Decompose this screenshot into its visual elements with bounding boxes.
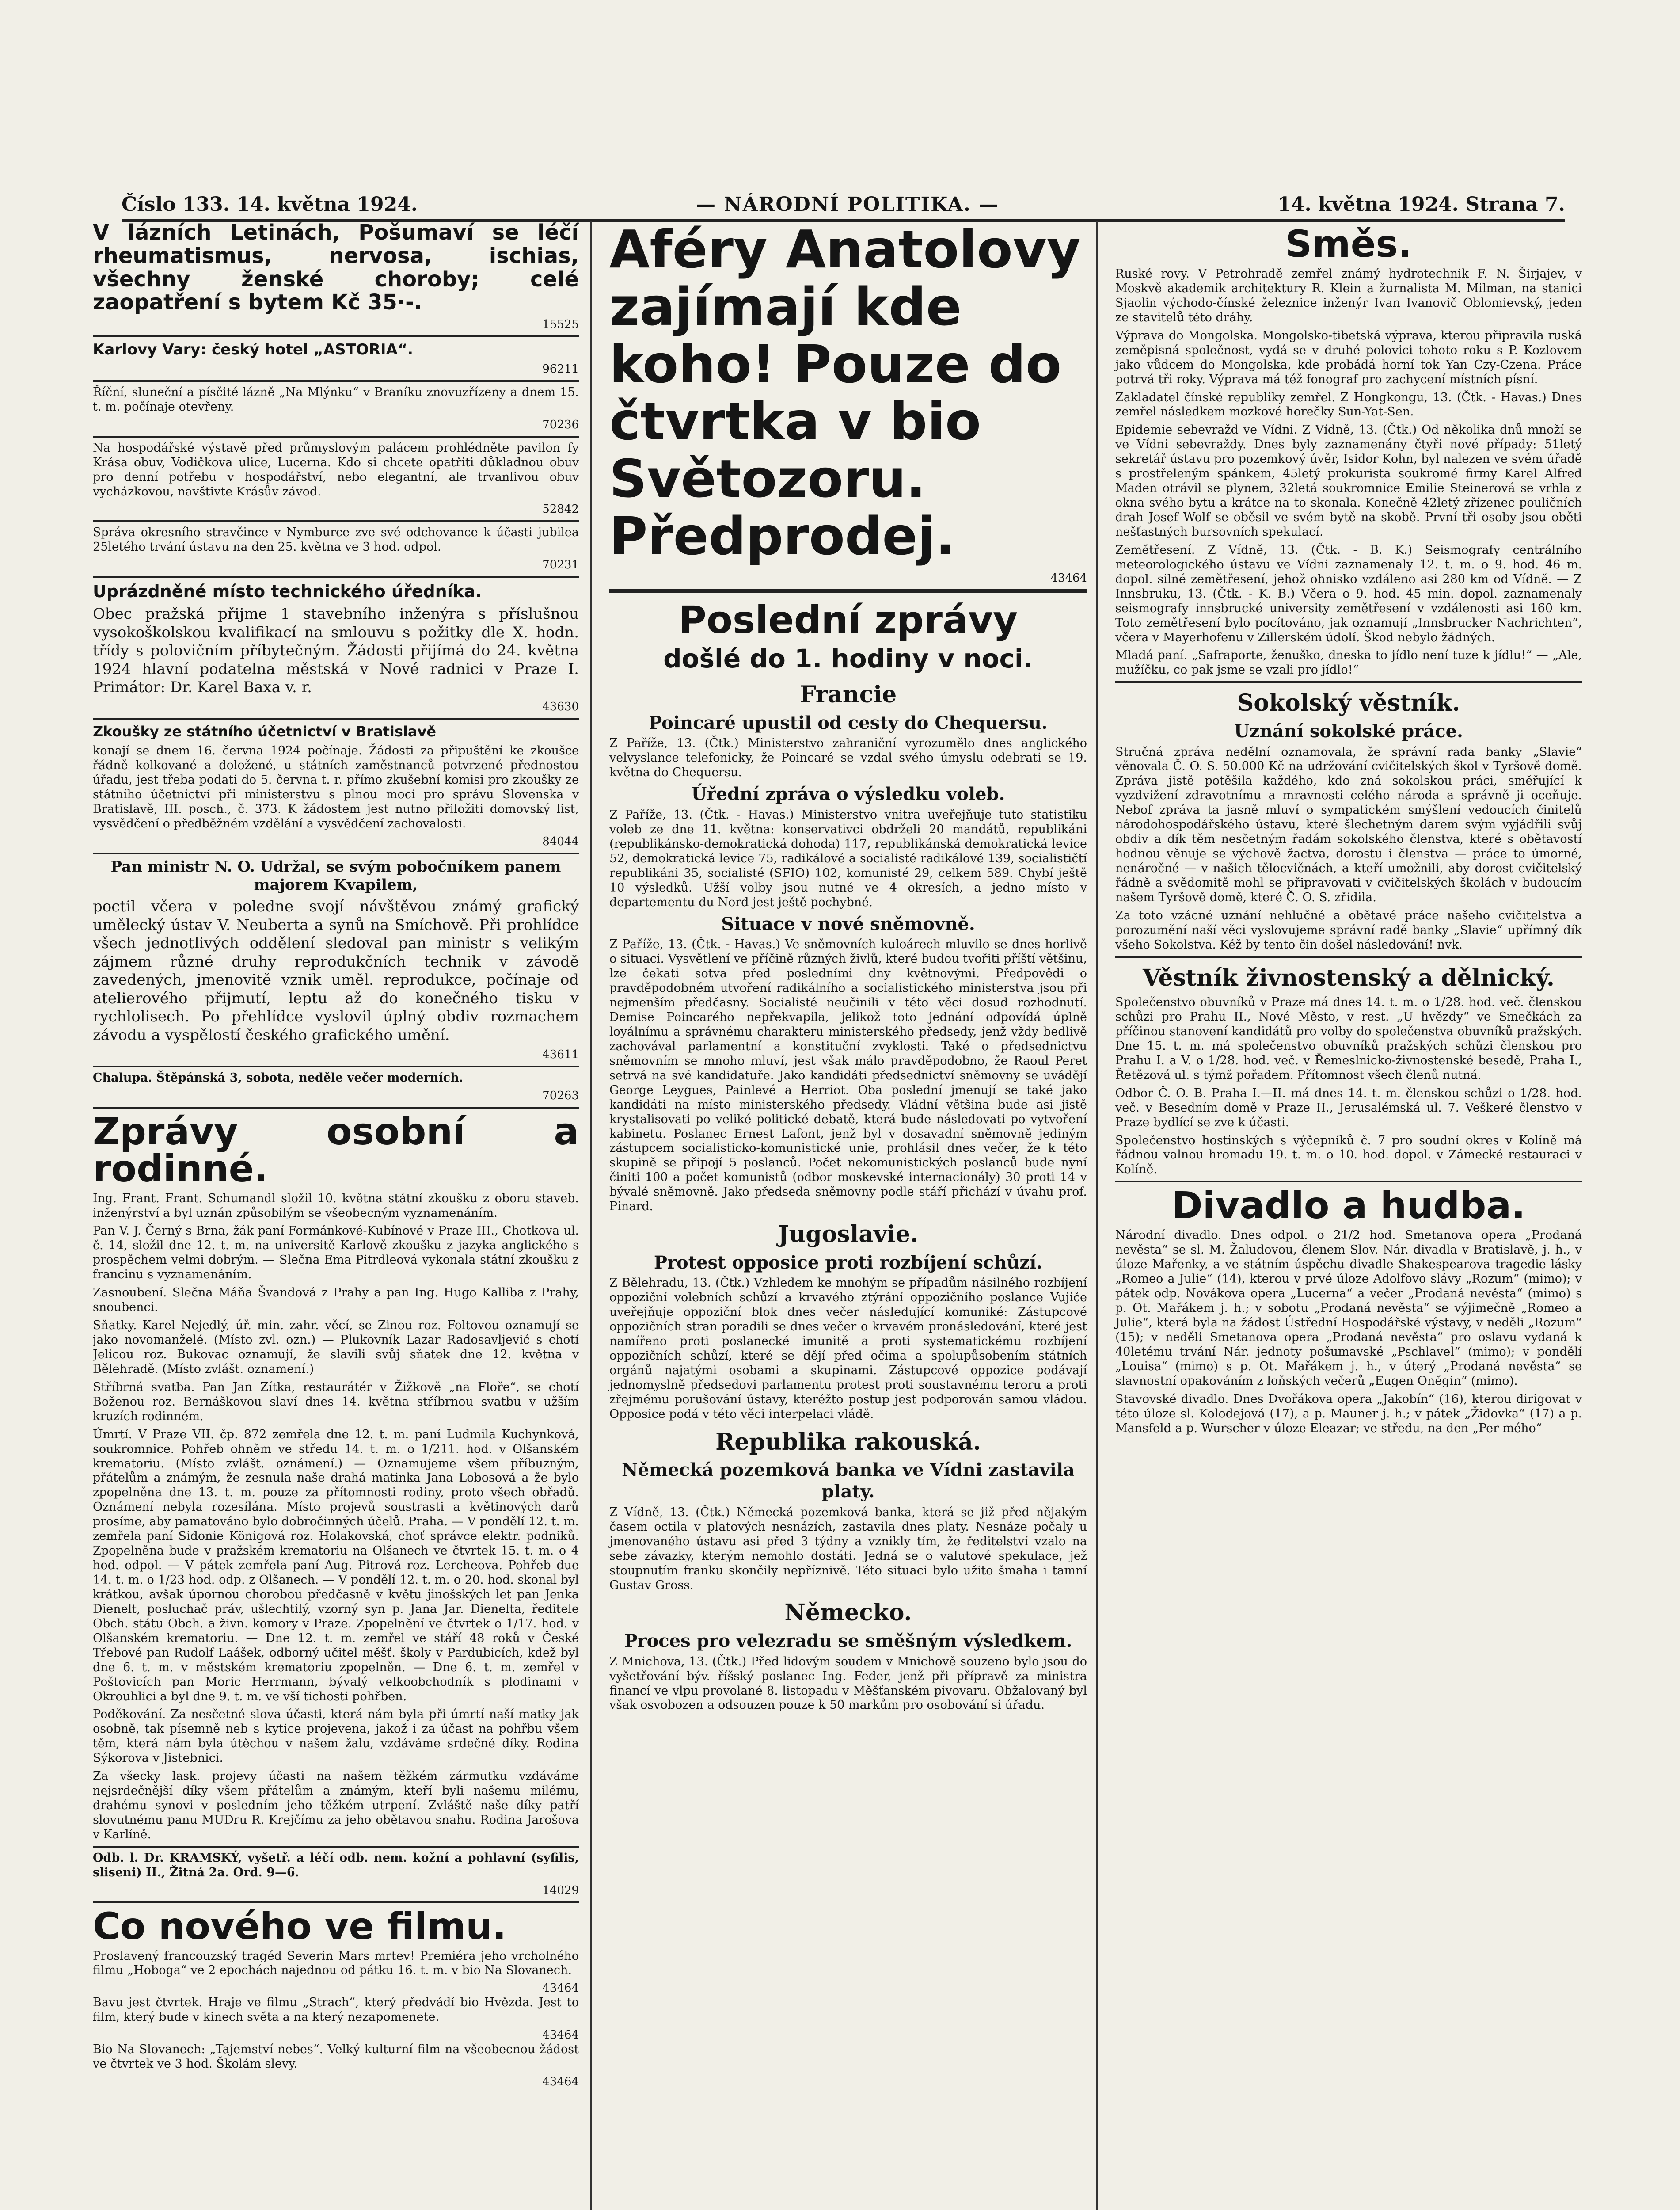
personal-item: Zasnoubení. Slečna Máňa Švandová z Prahy a pan Ing. Hugo Kalliba z Prahy, snoubenci. [93, 1286, 579, 1315]
ad-number: 52842 [542, 503, 579, 516]
ad-kramsky: Odb. l. Dr. KRAMSKÝ, vyšetř. a léčí odb. nem. kožní a pohlavní (syfilis, sliseni) II., Žitná 2a. Ord. 9—6. [93, 1851, 579, 1879]
headline: Situace v nové sněmovně. [721, 913, 975, 934]
theatre-item: Stavovské divadlo. Dnes Dvořákova opera „Jakobín“ (16), kterou dirigovat v této úloze sl. Kolodejová (17), a p. Mauner j. h.; v pátek „Židovka“ (17) a p. Mansfeld a p. Wurscher v úloze Eleazar; ve středu, na den „Per mého“ [1115, 1392, 1582, 1435]
section-austria: Republika rakouská. [715, 1428, 981, 1456]
divider [93, 1846, 579, 1848]
ad-number: 43464 [542, 2028, 579, 2042]
ad-number: 70231 [542, 558, 579, 572]
ad-exam-title: Zkoušky ze státního účetnictví v Bratislavě [93, 723, 437, 740]
divider [93, 380, 579, 382]
article-text: Stručná zpráva nedělní oznamovala, že správní rada banky „Slavie“ věnovala Č. O. S. 50.000 Kč na udržování cvičitelských škol v Tyršově domě. Zpráva jistě potěšila každého, kdo zná sokolskou práci, směřující k vyzdvižení zdravotnímu a mravnosti celého národa a správně ji oceňuje. Nebof zpráva ta jasně mluví o sympatickém smýšlení vedoucích činitelů národohospodářského ústavu, které šlechetným darem svým vyjádřili svůj obdiv a dík těm nesčetným řadám sokolského členstva, které s obětavostí hodnou věnuje se výchově žactva, dorostu i členstva — práce to úmorné, nenáročné — v našich tělocvičnách, a kteří umožnili, aby dorost cvičitelský řádně a svědomitě mohl se připravovati v cvičitelských školách v budoucím našem Tyršově domě, které Č. O. S. zřídila. [1115, 745, 1582, 904]
section-france: Francie [799, 681, 897, 709]
ad-number: 14029 [542, 1883, 579, 1897]
ad-number: 43464 [542, 1981, 579, 1995]
section-miscellany: Směs. [1285, 222, 1412, 266]
section-sokol: Sokolský věstník. [1237, 690, 1460, 717]
trade-item: Společenstvo hostinských s výčepníků č. 7 pro soudní okres v Kolíně má řádnou valnou hromadu 19. t. m. o 10. hod. dopol. v Zámecké restauraci v Kolíně. [1115, 1133, 1582, 1177]
article-text: Z Paříže, 13. (Čtk. - Havas.) Ve sněmovních kuloárech mluvilo se dnes horlivě o situaci. Vysvětlení ve příčině různých živlů, které budou tvořiti příští většinu, lze čekati sotva před posledními dny květnovými. Předpovědi o pravděpodobném utvoření radikálního a socialistického ministerstva jsou při nejmenším předčasny. Socialisté neučinili v této věci dosud rozhodnutí. Demise Poincarého nepřekvapila, jelikož toto jednání odpovídá úplně loyálnímu a správnému charakteru ministerského předsedy, jenž vždy bedlivě zachovával parlamentní a konstituční zvyklosti. Také o předsednictvu sněmovním se mnoho mluví, jest však málo pravděpodobno, že Raoul Peret setrvá na své kandidatuře. Jako kandidáti předsednictví sněmovny se uvádějí George Leygues, Painlevé a Herriot. Oba poslední jmenují se také jako kandidáti na místo ministerského předsedy. Vládní většina bude asi jistě krystalisovati po veliké politické debatě, která bude následovati po vytvoření kabinetu. Poslanec Ernest Lafont, jenž byl v dosavadní sněmovně jediným zástupcem socialisticko-komunistické unie, prohlásil dnes večer, že k této skupině se připojí 5 poslanců. Počet nekomunistických poslanců bude nyní činiti 100 a počet komunistů (odbor moskevské internacionály) 30 proti 14 v bývalé sněmovně. Jako předseda sněmovny podle stáří přichází v úvahu prof. Pinard. [609, 937, 1087, 1214]
headline: Německá pozemková banka ve Vídni zastavila platy. [622, 1459, 1075, 1502]
ad-vacancy-text: Obec pražská přijme 1 stavebního inženýra s příslušnou vysokoškolskou kvalifikací na smlouvu s požitky dle X. hodn. třídy s polovičním příbytečným. Žádosti přijímá do 24. května 1924 hlavní podatelna městská v Nové radnici v Praze I. Primátor: Dr. Karel Baxa v. r. [93, 605, 579, 696]
personal-item: Poděkování. Za nesčetné slova účasti, která nám byla při úmrtí naší matky jak osobně, tak písemně neb s kytice projevena, jakož i za účast na pohřbu všem těm, která nám byla útěchou v našem žalu, vzdáváme srdečné díky. Rodina Sýkorova v Jistebnici. [93, 1707, 579, 1765]
ad-number: 70236 [542, 418, 579, 431]
divider [93, 1107, 579, 1109]
page-header [122, 185, 1565, 222]
ad-letiny: V lázních Letinách, Pošumaví se léčí rheumatismus, nervosa, ischias, všechny ženské choroby; celé zaopatření s bytem Kč 35·-. [93, 221, 579, 315]
ad-number: 84044 [542, 834, 579, 848]
ad-number: 43611 [542, 1048, 579, 1062]
header-right: 14. května 1924. Strana 7. [1277, 193, 1565, 216]
divider [609, 589, 1087, 593]
film-item: Bio Na Slovanech: „Tajemství nebes“. Velký kulturní film na všeobecnou žádost ve čtvrtek ve 3 hod. Školám slevy. [93, 2042, 579, 2071]
ad-number: 43464 [1050, 571, 1087, 585]
personal-item: Pan V. J. Černý s Brna, žák paní Formánkové-Kubínové v Praze III., Chotkova ul. č. 14, složil dne 12. t. m. na universitě Karlově zkoušku z jazyka anglického s prospěchem velmi dobrým. — Slečna Ema Pitrdleová vykonala státní zkoušku z francinu s vyznamenáním. [93, 1224, 579, 1282]
ad-brank-baths: Říční, sluneční a písčité lázně „Na Mlýnku“ v Braníku znovuzřízeny a dnem 15. t. m. počínaje otevřeny. [93, 385, 579, 414]
film-item: Proslavený francouzský tragéd Severin Mars mrtev! Premiéra jeho vrcholného filmu „Hoboga“ ve 2 epochách najednou od pátku 16. t. m. v bio Na Slovanech. [93, 1949, 579, 1978]
ad-number: 96211 [542, 362, 579, 376]
film-item: Bavu jest čtvrtek. Hraje ve filmu „Strach“, který předvádí bio Hvězda. Jest to film, který bude v kinech světa a na který nezapomenete. [93, 1996, 579, 2024]
headline: Úřední zpráva o výsledku voleb. [691, 784, 1005, 805]
masthead: — NÁRODNÍ POLITIKA. — [696, 193, 1000, 216]
latest-news-title: Poslední zprávy [678, 598, 1018, 642]
trade-item: Odbor Č. O. B. Praha I.—II. má dnes 14. t. m. členskou schůzi o 1/28. hod. več. v Besedním domě v Praze II., Jerusalémská ul. 7. Veškeré členstvo v Praze bydlící se zve k účasti. [1115, 1086, 1582, 1129]
article-text: Z Paříže, 13. (Čtk.) Ministerstvo zahraniční vyrozumělo dnes anglického velvyslance telefonicky, že Poincaré se vzdal svého úmyslu odebrati se 19. května do Chequersu. [609, 736, 1087, 780]
section-film: Co nového ve filmu. [93, 1904, 506, 1948]
divider [93, 520, 579, 522]
header-left: Číslo 133. 14. května 1924. [122, 193, 418, 216]
personal-item: Stříbrná svatba. Pan Jan Zítka, restaurátér v Žižkově „na Floře“, se chotí Boženou roz. Bernáškovou slaví dnes 14. května stříbrnou svatbu v užším kruzích rodinném. [93, 1380, 579, 1423]
divider [93, 1901, 579, 1903]
divider [93, 1066, 579, 1067]
divider [1115, 956, 1582, 958]
divider [93, 718, 579, 720]
personal-item: Úmrtí. V Praze VII. čp. 872 zemřela dne 12. t. m. paní Ludmila Kuchynková, soukromnice. Pohřeb ohněm ve středu 14. t. m. o 1/211. hod. v Olšanském krematoriu. (Místo zvlášt. oznámení.) — Oznamujeme všem příbuzným, přátelům a známým, že zesnula naše drahá matinka Jana Lobosová a že bylo zpopelněna dne 13. t. m. pouze za přítomnosti rodiny, proto všech obřadů. Oznámení nebyla rozesílána. Místo projevů soustrasti a květinových darů prosíme, aby pamatováno bylo dobročinných účelů. Praha. — V pondělí 12. t. m. zemřela paní Sidonie Königová roz. Holakovská, choť správce elektr. podniků. Zpopelněna bude v pražském krematoriu na Olšanech ve čtvrtek 15. t. m. o 4 hod. odpol. — V pátek zemřela paní Aug. Pitrová roz. Lercheova. Pohřeb due 14. t. m. o 1/23 hod. odp. z Olšanech. — V pondělí 12. t. m. o 20. hod. skonal byl krátkou, avšak úpornou chorobou předčasně v květu jinošských let pan Jenka Dienelt, posluchač práv, ušlechtilý, vzorný syn p. Jana Jar. Dienelta, ředitele Obch. státu Obch. a živn. komory v Praze. Zpopelnění ve čtvrtek o 1/17. hod. v Olšanském krematoriu. — Dne 12. t. m. zemřel ve stáří 48 roků v České Třebové pan Rudolf Laášek, odborný učitel měšť. školy v Pardubicích, kdež byl dne 6. t. m. v městském krematoriu zpopelněn. — Dne 6. t. m. zemřel v Poštovicích pan Moric Herrmann, bývalý velkoobchodník s plodinami v Okrouhlici a byl dne 9. t. m. ve vší tichosti pohřben. [93, 1427, 579, 1703]
ad-karlovy-vary: Karlovy Vary: český hotel „ASTORIA“. [93, 340, 414, 358]
divider [1115, 681, 1582, 683]
article-text: Z Paříže, 13. (Čtk. - Havas.) Ministerstvo vnitra uveřejňuje tuto statistiku voleb ze dne 11. května: konservativci obdrželi 20 mandátů, republikáni (republikánsko-demokratická dohoda) 117, republikánská demokratická levice 52, demokratická levice 75, radikálové a socialisté radikálové 139, socialističtí republikáni 35, socialisté (SFIO) 102, komunisté 29, celkem 589. Chybí ještě 10 výsledků. Užší volby jsou nutné ve 4 okresích, a jedno místo v departementu du Nord jest ještě pochybné. [609, 808, 1087, 909]
ad-number: 43464 [542, 2075, 579, 2088]
article-minister-text: poctil včera v poledne svojí návštěvou známý grafický umělecký ústav V. Neuberta a synů na Smíchově. Při prohlídce všech jednotlivých oddělení sledoval pan ministr s velikým zájmem různé druhy reprodukčních technik v závodě zavedených, jmenovitě vznik uměl. reprodukce, počínaje od atelierového přijmutí, leptu až do konečného tisku v rychlolisech. Po přehlídce vyslovil úplný obdiv rozmachem závodu a vyspělostí českého grafického umění. [93, 898, 579, 1044]
misc-item: Výprava do Mongolska. Mongolsko-tibetská výprava, kterou připravila ruská zeměpisná společnost, vydá se v druhé polovici tohoto roku s P. Kozlovem jako vůdcem do Mongolska, kde probádá horní tok Yan Czy-Czena. Práce potrvá tři roky. Výprava má též fonograf pro zachycení místních písní. [1115, 328, 1582, 386]
section-trade: Věstník živnostenský a dělnický. [1142, 964, 1555, 991]
misc-item: Mladá paní. „Safraporte, ženuško, dneska to jídlo není tuze k jídlu!“ — „Ale, mužíčku, co pak jsme se vzali pro jídlo!“ [1115, 648, 1582, 677]
column-1 [93, 221, 579, 2210]
misc-item: Zemětřesení. Z Vídně, 13. (Čtk. - B. K.) Seismografy centrálního meteorologického ústavu ve Vídni zaznamenaly 12. t. m. o 9. hod. 46 m. dopol. silné zemětřesení, jehož ohnisko vzdáleno asi 280 km od Vídně. — Z Innsbruku, 13. (Čtk. - K. B.) Včera o 9. hod. 45 min. dopol. zaznamenaly seismografy innsbrucké university zemětřesení v vzdálenosti asi 160 km. Toto zemětřesení bylo pocítováno, jak oznamují „Innsbrucker Nachrichten“, včera v Mayerhofenu v Zillerském údolí. Škod nebylo žádných. [1115, 543, 1582, 644]
ad-vacancy-title: Uprázdněné místo technického úředníka. [93, 581, 482, 601]
personal-item: Sňatky. Karel Nejedlý, úř. min. zahr. věcí, se Zinou roz. Foltovou oznamují se jako novomanželé. (Místo zvl. ozn.) — Plukovník Lazar Radosavljević s chotí Jelicou roz. Bukovac oznamují, že slavili svůj sňatek dne 12. května v Bělehradě. (Místo zvlášt. oznamení.) [93, 1318, 579, 1376]
ad-anatol-affairs: Aféry Anatolovy zajímají kde koho! Pouze do čtvrtka v bio Světozoru. Předprodej. [609, 221, 1081, 567]
column-2 [590, 221, 1087, 2210]
article-text: Za toto vzácné uznání nehlučné a obětavé práce našeho cvičitelstva a porozumění naší věci vyslovujeme správní radě banky „Slavie“ upřímný dík všeho Sokolstva. Kéž by tento čin došel následování! nvk. [1115, 908, 1582, 952]
misc-item: Zakladatel čínské republiky zemřel. Z Hongkongu, 13. (Čtk. - Havas.) Dnes zemřel následkem mozkové horečky Sun-Yat-Sen. [1115, 390, 1582, 419]
divider [93, 436, 579, 438]
divider [93, 576, 579, 578]
headline: Protest opposice proti rozbíjení schůzí. [654, 1252, 1043, 1273]
ad-number: 43630 [542, 700, 579, 714]
ad-chalupa: Chalupa. Štěpánská 3, sobota, neděle večer moderních. [93, 1071, 464, 1085]
ad-exam-text: konají se dnem 16. června 1924 počínaje. Žádosti za připuštění ke zkoušce řádně kolkované a doložené, u státních zaměstnanců potvrzené přednostou úřadu, jest třeba podati do 5. června t. r. přímo zkušební komisi pro zkoušky ze státního účetnictví při ministerstvu s plnou mocí pro správu Slovenska v Bratislavě, III. posch., č. 373. K žádostem jest nutno přiložiti domovský list, vysvědčení o předběžném vzdělání a vysvědčení zachovalosti. [93, 744, 579, 831]
personal-item: Za všecky lask. projevy účasti na našem těžkém zármutku vzdáváme nejsrdečnější díky všem přátelům a známým, kteří byli našemu milému, drahému synovi v posledním jeho těžkém utrpení. Zvláště naše díky patří slovutnému panu MUDru R. Krejčímu za jeho obětavou snahu. Rodina Jarošova v Karlíně. [93, 1769, 579, 1841]
ad-nymburk: Správa okresního stravčince v Nymburce zve své odchovance k účasti jubilea 25letého trvání ústavu na den 25. května ve 3 hod. odpol. [93, 526, 579, 554]
column-3 [1096, 221, 1582, 2210]
section-yugoslavia: Jugoslavie. [778, 1221, 919, 1248]
headline: Proces pro velezradu se směšným výsledkem. [624, 1630, 1072, 1651]
article-text: Z Mnichova, 13. (Čtk.) Před lidovým soudem v Mnichově souzeno bylo jsou do vyšetřování býv. říšský poslanec Ing. Feder, jenž při přípravě za ministra financí ve vlpu provolané 8. listopadu v Měšťanském pivovaru. Obžalovaný byl však osvobozen a odsouzen pouze k 50 markům pro osobování si úřadu. [609, 1654, 1087, 1712]
article-text: Z Bělehradu, 13. (Čtk.) Vzhledem ke mnohým se případům násilného rozbíjení oppoziční volebních schůzí a krvavého ztýrání oppozičního poslance Vujiče uveřejňuje oppoziční blok dnes večer následující komuniké: Zástupcové oppozičních stran poradili se dnes večer o krvavém pronásledování, které jest namířeno proti poslanecké imunitě a proti systematickému rozbíjení oppozičních schůzí, které se dějí před očima a spolupůsobením státních orgánů najatými osobami a skupinami. Zástupcové oppozice podávají jednomyslně předsedovi parlamentu protest proti soustavnému teroru a proti zřejmému porušování ústavy, kteréžto postup jest podporován samou vládou. Opposice podá v této věci interpelaci vládě. [609, 1276, 1087, 1421]
latest-news-subtitle: došlé do 1. hodiny v noci. [663, 644, 1033, 674]
trade-item: Společenstvo obuvníků v Praze má dnes 14. t. m. o 1/28. hod. več. členskou schůzi pro Prahu II., Nové Město, v rest. „U hvězdy“ ve Smečkách za příčinou stanovení kandidátů pro volby do společenstva obuvníků pražských. Dne 15. t. m. má společenstvo obuvníků pražských schůzi členskou pro Prahu I. a V. o 1/28. hod. več. v Řemeslnicko-živnostenské besedě, Praha I., Řetězová ul. s týmž pořadem. Přítomnost všech členů nutná. [1115, 995, 1582, 1082]
ad-number: 70263 [542, 1089, 579, 1102]
ad-number: 15525 [542, 318, 579, 332]
headline: Poincaré upustil od cesty do Chequersu. [649, 712, 1048, 733]
headline: Uznání sokolské práce. [1234, 720, 1463, 742]
section-personal-news: Zprávy osobní a rodinné. [93, 1109, 579, 1190]
section-theatre: Divadlo a hudba. [1171, 1184, 1526, 1227]
divider [93, 335, 579, 337]
article-text: Z Vídně, 13. (Čtk.) Německá pozemková banka, která se již před nějakým časem octila v platových nesnázích, zastavila dnes platy. Nesnáze počaly u jmenovaného ústavu asi před 3 týdny a vznikly tím, že ředitelství vzalo na sebe závazky, kterým nemohlo dostáti. Jedná se o valutové spekulace, jež stoupnutím franku skončily nepříznivě. Této situaci bylo užito šmaha i tamní Gustav Gross. [609, 1505, 1087, 1592]
article-minister-title: Pan ministr N. O. Udržal, se svým pobočníkem panem majorem Kvapilem, [110, 857, 561, 894]
divider [1115, 1181, 1582, 1182]
theatre-item: Národní divadlo. Dnes odpol. o 21/2 hod. Smetanova opera „Prodaná nevěsta“ se sl. M. Žaludovou, členem Slov. Nár. divadla v Bratislavě, j. h., v úloze Mařenky, a ve státním úspěchu divadle Shakespearova tragedie lásky „Romeo a Julie“ (14), kterou v prvé úloze Adolfovo slávy „Rozum“ (mimo); v pátek odp. Novákova opera „Lucerna“ a večer „Prodaná nevěsta“ (mimo) s p. Ot. Mařákem j. h.; v sobotu „Prodaná nevěsta“ se výjimečně „Romeo a Julie“, která byla na žádost Ústřední Hospodářské výstavy, v neděli „Rozum“ (15); v neděli Smetanova opera „Prodaná nevěsta“ pro oslavu vydaná k 40letému trvání Nár. jednoty pošumavské „Pschlavel“ (mimo); v pondělí „Louisa“ (mimo) s p. Ot. Mařákem j. h., v úterý „Prodaná nevěsta“ se slavnostní opakováním z loňských večerů „Eugen Oněgin“ (mimo). [1115, 1228, 1582, 1388]
divider [93, 853, 579, 854]
misc-item: Epidemie sebevražd ve Vídni. Z Vídně, 13. (Čtk.) Od několika dnů množí se ve Vídni sebevraždy. Dnes byly zaznamenány čtyři nové případy: 51letý sekretář ústavu pro pozemkový úvěr, Isidor Kohn, byl nalezen ve svém úřadě s prostřeleným spánkem, 45letý prokurista soukromé firmy Karel Alfred Maden otrávil se plynem, 32letá soukromnice Emilie Steinerová se vrhla z okna svého bytu a krátce na to skonala. Konečně 42letý zřízenec pouličních drah Josef Wolf se oběsil ve svém bytě na skobě. První tři osoby jsou oběti nešťastných bursovních spekulací. [1115, 423, 1582, 539]
personal-item: Ing. Frant. Frant. Schumandl složil 10. května státní zkoušku z oboru staveb. inženýrství a byl uznán způsobilým se všeobecným vyznamenáním. [93, 1191, 579, 1220]
misc-item: Ruské rovy. V Petrohradě zemřel známý hydrotechnik F. N. Širjajev, v Moskvě akademik architektury R. Klein a žurnalista M. Milman, na stanici Sjaolin východo-čínské železnice inženýr Ivan Ivanovič Oblomievský, jeden ze stavitelů této dráhy. [1115, 267, 1582, 324]
section-germany: Německo. [784, 1599, 912, 1627]
ad-krasa-shoes: Na hospodářské výstavě před průmyslovým palácem prohlédněte pavilon fy Krása obuv, Vodičkova ulice, Lucerna. Kdo si chcete opatřiti důkladnou obuv pro denní potřebu v hospodářství, nebo elegantní, ale trvanlivou obuv vycházkovou, navštivte Krásův závod. [93, 441, 579, 499]
